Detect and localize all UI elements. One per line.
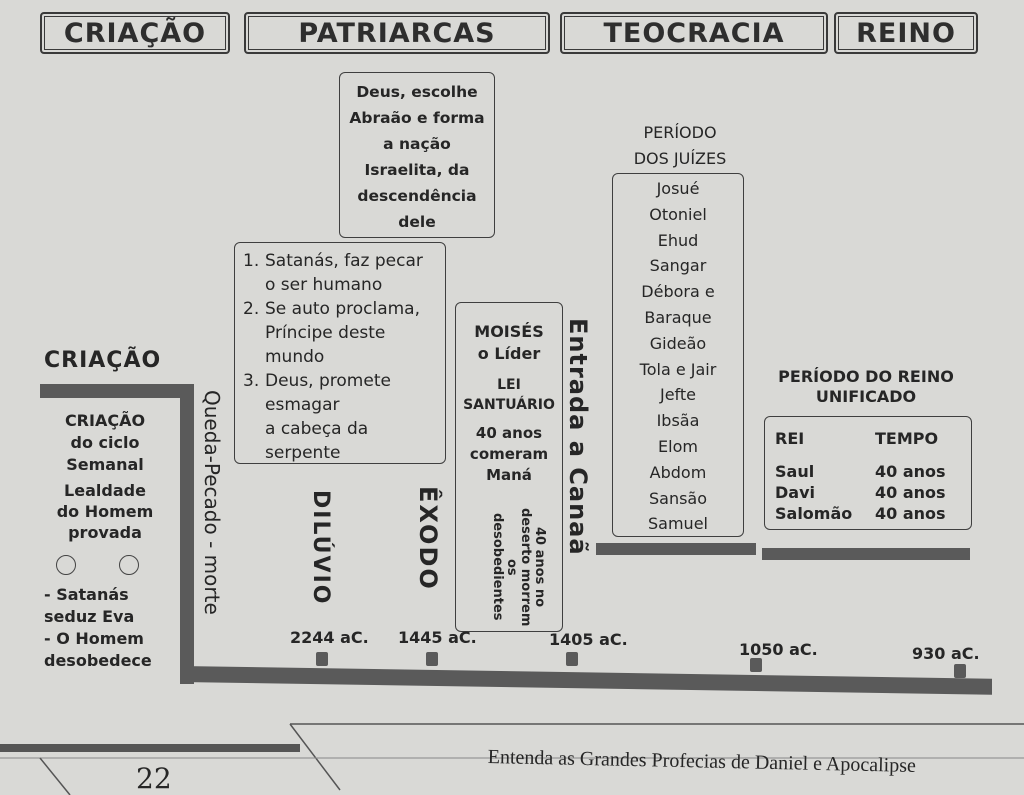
juiz-name: Sangar — [649, 256, 707, 276]
satanas-item-line: o ser humano — [265, 275, 383, 295]
header-criacao: CRIAÇÃO — [40, 12, 230, 54]
criacao-note-line: seduz Eva — [44, 607, 135, 626]
deserto-text: 40 anos no deserto morrem os desobedientes — [490, 507, 547, 627]
lealdade-line: do Homem — [56, 502, 154, 521]
timeline-baseline — [180, 666, 992, 695]
juizes-title-line: DOS JUÍZES — [633, 149, 727, 168]
reino-rows — [775, 461, 971, 524]
satanas-item-line: serpente — [265, 443, 341, 463]
juiz-name: Sansão — [648, 488, 708, 508]
juiz-name: Elom — [658, 436, 698, 456]
abraao-line: Israelita, da — [364, 161, 470, 179]
abraao-line: Deus, escolhe — [356, 83, 478, 101]
criacao-step-line — [40, 384, 192, 398]
col-tempo-header: TEMPO — [875, 429, 939, 448]
criacao-label: CRIAÇÃO — [44, 348, 162, 373]
satanas-item-number: 3. — [243, 371, 260, 391]
circle-left — [56, 555, 76, 575]
reino-tempo: 40 anos — [875, 462, 946, 481]
satanas-item-number: 2. — [243, 299, 260, 319]
moises-title-line: o Líder — [477, 344, 541, 363]
reino-title-line: PERÍODO DO REINO — [778, 367, 954, 386]
lealdade-line: provada — [68, 523, 142, 542]
criacao-title-line: CRIAÇÃO — [64, 411, 146, 430]
satanas-item-line: a cabeça da — [265, 419, 369, 439]
satanas-item — [243, 369, 437, 465]
satanas-item-line: Se auto proclama, — [265, 299, 420, 319]
juiz-name: Baraque — [644, 307, 712, 327]
juiz-name: Débora e — [641, 282, 715, 302]
juiz-name: Gideão — [649, 333, 707, 353]
moises-anos-line: 40 anos — [475, 424, 543, 442]
moises-anos-line: Maná — [486, 466, 532, 484]
date-1445: 1445 aC. — [398, 628, 477, 647]
reino-tempo: 40 anos — [875, 504, 946, 523]
bar-reino — [762, 548, 970, 560]
diluvio-label: DILÚVIO — [308, 490, 333, 606]
criacao-title — [40, 410, 170, 476]
moises-anos-line: comeram — [469, 445, 549, 463]
queda-pecado-morte: Queda-Pecado - morte — [200, 390, 224, 615]
satanas-item — [243, 297, 437, 369]
criacao-notes — [44, 584, 174, 672]
col-rei-header: REI — [775, 429, 805, 448]
juiz-name: Otoniel — [649, 204, 707, 224]
satanas-item — [243, 249, 437, 297]
satanas-item-line: Príncipe deste — [265, 323, 386, 343]
reino-title — [760, 367, 972, 407]
satanas-item-line: Satanás, faz pecar — [265, 251, 423, 271]
juiz-name: Jefte — [659, 385, 697, 405]
juizes-title-line: PERÍODO — [643, 123, 717, 142]
moises-title-line: MOISÉS — [474, 322, 544, 341]
timeline-vertical — [180, 384, 194, 684]
entrada-canaa-label: Entrada a Canaã — [564, 318, 592, 556]
moises-lei-line: SANTUÁRIO — [463, 397, 555, 413]
criacao-note-line: - Satanás — [44, 585, 129, 604]
header-patriarcas: PATRIARCAS — [244, 12, 550, 54]
abraao-line: a nação — [383, 135, 451, 153]
juizes-title — [606, 120, 754, 172]
tick-diluvio — [316, 652, 328, 666]
header-reino: REINO — [834, 12, 978, 54]
reino-box — [764, 416, 972, 530]
abraao-line: Abraão e forma — [349, 109, 485, 127]
satanas-item-line: esmagar — [265, 395, 340, 415]
reino-tempo: 40 anos — [875, 483, 946, 502]
reino-rei: Salomão — [775, 504, 853, 523]
moises-box — [455, 302, 563, 632]
reino-rei: Saul — [775, 462, 815, 481]
date-2244: 2244 aC. — [290, 628, 369, 647]
moises-lei-line: LEI — [497, 377, 521, 393]
juiz-name: Samuel — [648, 514, 708, 534]
abraao-line: dele — [398, 213, 436, 231]
date-930: 930 aC. — [912, 644, 980, 663]
juiz-name: Tola e Jair — [639, 359, 717, 379]
page-number: 22 — [136, 762, 172, 795]
reino-title-line: UNIFICADO — [815, 387, 917, 406]
tick-930 — [954, 664, 966, 678]
tick-exodo — [426, 652, 438, 666]
reino-row — [775, 503, 971, 524]
book-title: Entenda as Grandes Profecias de Daniel e Apocalipse — [487, 746, 917, 777]
reino-row — [775, 461, 971, 482]
abraao-box — [339, 72, 495, 238]
lealdade-line: Lealdade — [64, 481, 146, 500]
bar-juizes — [596, 543, 756, 555]
header-teocracia: TEOCRACIA — [560, 12, 828, 54]
satanas-item-number: 1. — [243, 251, 260, 271]
lealdade-text — [40, 480, 170, 543]
juizes-list — [612, 173, 744, 537]
criacao-title-line: do ciclo — [70, 433, 140, 452]
reino-row — [775, 482, 971, 503]
criacao-title-line: Semanal — [66, 455, 144, 474]
reino-rei: Davi — [775, 483, 815, 502]
date-1050: 1050 aC. — [739, 640, 818, 659]
satanas-box — [234, 242, 446, 464]
circle-right — [119, 555, 139, 575]
abraao-line: descendência — [357, 187, 477, 205]
juiz-name: Ibsãa — [656, 411, 700, 431]
tick-entrada — [566, 652, 578, 666]
tick-1050 — [750, 658, 762, 672]
exodo-label: ÊXODO — [414, 486, 442, 591]
criacao-note-line: desobedece — [44, 651, 152, 670]
date-1405: 1405 aC. — [549, 630, 628, 649]
juiz-name: Josué — [656, 179, 700, 198]
criacao-note-line: - O Homem — [44, 629, 144, 648]
juiz-name: Abdom — [649, 462, 707, 482]
satanas-item-line: mundo — [265, 347, 325, 367]
juiz-name: Ehud — [657, 230, 699, 250]
satanas-item-line: Deus, promete — [265, 371, 391, 391]
